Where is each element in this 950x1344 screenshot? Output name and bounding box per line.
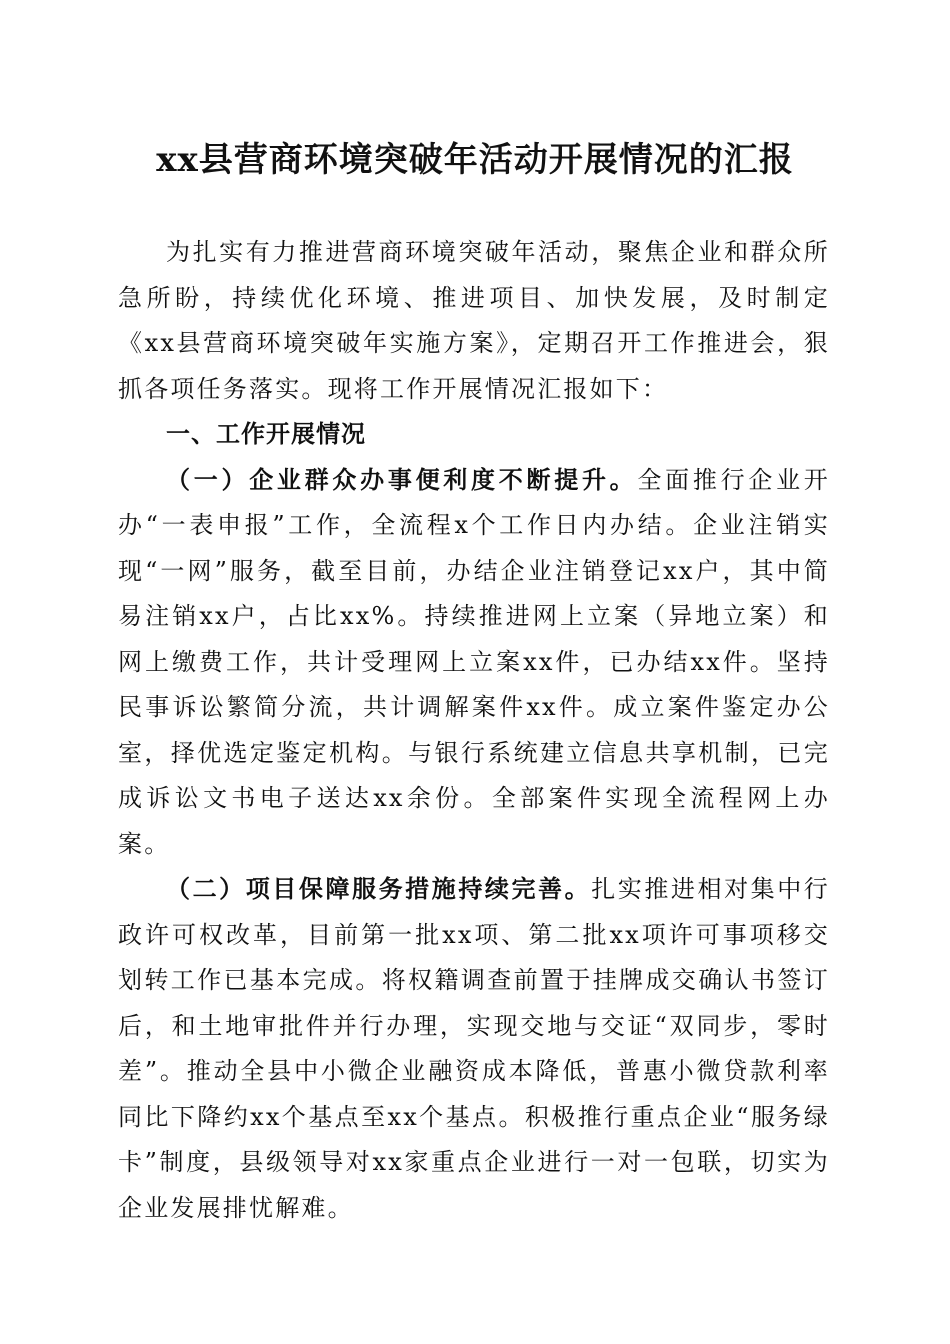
section-heading: 一、工作开展情况	[166, 420, 366, 448]
item-1-text: 全面推行企业开办“一表申报”工作，全流程x个工作日内办结。企业注销实现“一网”服务，截至目前，办结企业注销登记xx户，其中简易注销xx户，占比xx%。持续推进网上立案（异地立案）和网上缴费工作，共计受理网上立案xx件，已办结xx件。坚持民事诉讼繁简分流，共计调解案件xx件。成立案件鉴定办公室，择优选定鉴定机构。与银行系统建立信息共享机制，已完成诉讼文书电子送达xx余份。全部案件实现全流程网上办案。	[118, 465, 831, 858]
document-title: xx县营商环境突破年活动开展情况的汇报	[156, 140, 794, 180]
paragraph-item-1	[118, 458, 830, 868]
intro-paragraph: 为扎实有力推进营商环境突破年活动，聚焦企业和群众所急所盼，持续优化环境、推进项目、加快发展，及时制定《xx县营商环境突破年实施方案》，定期召开工作推进会，狠抓各项任务落实。现将工作开展情况汇报如下：	[118, 238, 830, 403]
document-body	[118, 230, 830, 1231]
item-2-subhead: （二）项目保障服务措施持续完善。	[166, 875, 592, 903]
item-2-text: 扎实推进相对集中行政许可权改革，目前第一批xx项、第二批xx项许可事项移交划转工作已基本完成。将权籍调查前置于挂牌成交确认书签订后，和土地审批件并行办理，实现交地与交证“双同步，零时差”。推动全县中小微企业融资成本降低，普惠小微贷款利率同比下降约xx个基点至xx个基点。积极推行重点企业“服务绿卡”制度，县级领导对xx家重点企业进行一对一包联，切实为企业发展排忧解难。	[118, 875, 830, 1222]
paragraph-item-2	[118, 867, 830, 1231]
item-1-subhead: （一）企业群众办事便利度不断提升。	[166, 465, 638, 494]
